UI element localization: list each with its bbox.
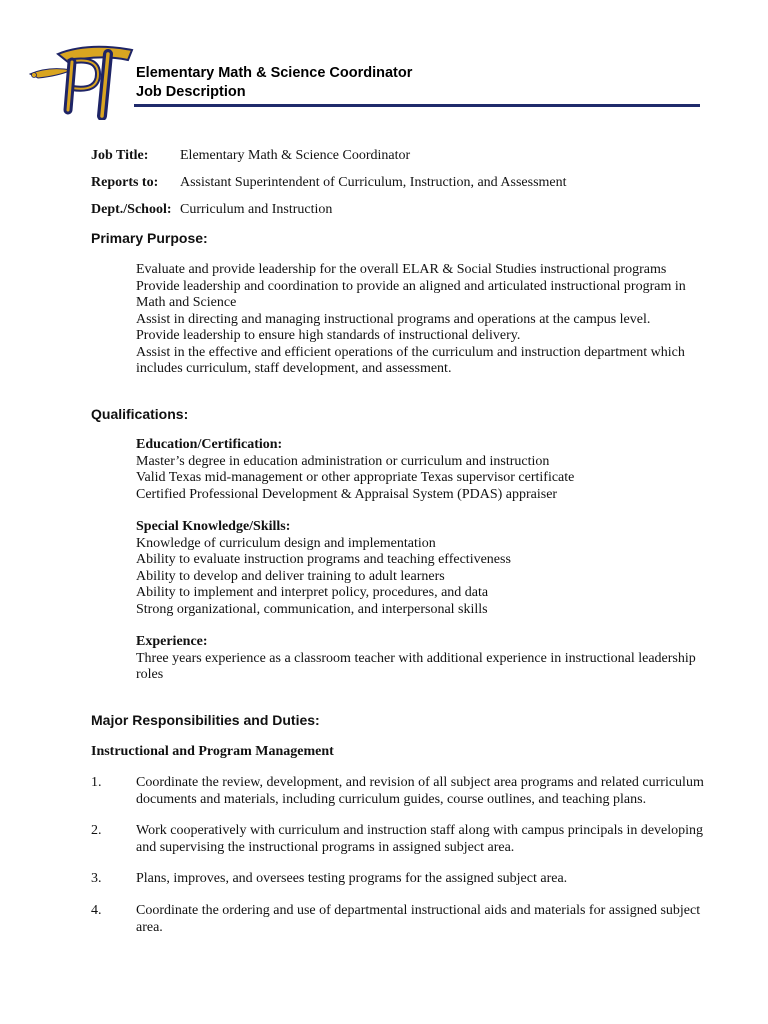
- item-number: 3.: [91, 871, 102, 886]
- primary-purpose-text: [136, 262, 706, 378]
- item-line: and supervising the instructional programs in assigned subject area.: [136, 839, 515, 855]
- skills-line: Ability to evaluate instruction programs and teaching effectiveness: [136, 552, 511, 567]
- purpose-line: Math and Science: [136, 295, 237, 310]
- experience-title: Experience:: [136, 634, 208, 649]
- purpose-line: Evaluate and provide leadership for the overall ELAR & Social Studies instructional programs: [136, 262, 667, 277]
- document-title: [136, 64, 412, 102]
- education-block: [136, 437, 706, 503]
- item-text: [136, 871, 706, 888]
- item-line: Coordinate the review, development, and revision of all subject area programs and related curriculum: [136, 775, 704, 790]
- purpose-line: Assist in directing and managing instructional programs and operations at the campus level.: [136, 311, 651, 327]
- item-line: area.: [136, 919, 163, 935]
- responsibilities-heading: Major Responsibilities and Duties:: [91, 712, 320, 728]
- experience-line: Three years experience as a classroom teacher with additional experience in instructional leadership: [136, 650, 696, 666]
- instructional-management-subheading: Instructional and Program Management: [91, 744, 334, 759]
- skills-title: Special Knowledge/Skills:: [136, 519, 291, 534]
- item-line: Coordinate the ordering and use of departmental instructional aids and materials for assigned subject: [136, 903, 701, 918]
- item-line: documents and materials, including curriculum guides, course outlines, and teaching plans.: [136, 791, 647, 807]
- field-value: Assistant Superintendent of Curriculum, Instruction, and Assessment: [180, 175, 567, 190]
- item-number: 2.: [91, 823, 102, 838]
- district-logo: [28, 40, 136, 120]
- field-dept-school: [91, 201, 332, 218]
- skills-line: Ability to implement and interpret policy, procedures, and data: [136, 585, 489, 600]
- item-text: [136, 775, 706, 808]
- primary-purpose-heading: Primary Purpose:: [91, 230, 208, 246]
- field-value: Elementary Math & Science Coordinator: [180, 148, 411, 163]
- skills-block: [136, 519, 706, 618]
- document-title-line2: Job Description: [136, 84, 246, 100]
- purpose-line: Provide leadership to ensure high standards of instructional delivery.: [136, 328, 521, 343]
- item-text: [136, 903, 706, 936]
- field-value: Curriculum and Instruction: [180, 202, 333, 217]
- field-reports-to: [91, 174, 567, 191]
- item-number: 1.: [91, 775, 102, 790]
- document-title-line1: Elementary Math & Science Coordinator: [136, 65, 413, 81]
- experience-line: roles: [136, 667, 164, 682]
- item-line: Work cooperatively with curriculum and instruction staff along with campus principals in developing: [136, 823, 704, 838]
- item-line: Plans, improves, and oversees testing programs for the assigned subject area.: [136, 871, 568, 886]
- education-line: Certified Professional Development & Appraisal System (PDAS) appraiser: [136, 486, 558, 502]
- field-label: Job Title:: [91, 148, 149, 163]
- experience-block: [136, 634, 706, 684]
- education-line: Valid Texas mid-management or other appropriate Texas supervisor certificate: [136, 470, 575, 485]
- item-text: [136, 823, 706, 856]
- purpose-line: includes curriculum, staff development, and assessment.: [136, 361, 452, 376]
- purpose-line: Provide leadership and coordination to provide an aligned and articulated instructional program in: [136, 278, 686, 294]
- field-job-title: [91, 147, 410, 164]
- skills-line: Strong organizational, communication, and interpersonal skills: [136, 601, 488, 617]
- education-title: Education/Certification:: [136, 437, 283, 452]
- education-line: Master’s degree in education administration or curriculum and instruction: [136, 453, 550, 469]
- purpose-line: Assist in the effective and efficient operations of the curriculum and instruction department which: [136, 344, 685, 360]
- item-number: 4.: [91, 903, 102, 918]
- qualifications-heading: Qualifications:: [91, 406, 189, 422]
- header-rule: [134, 104, 700, 107]
- field-label: Dept./School:: [91, 202, 172, 217]
- skills-line: Knowledge of curriculum design and implementation: [136, 535, 436, 551]
- field-label: Reports to:: [91, 175, 159, 190]
- skills-line: Ability to develop and deliver training to adult learners: [136, 568, 445, 584]
